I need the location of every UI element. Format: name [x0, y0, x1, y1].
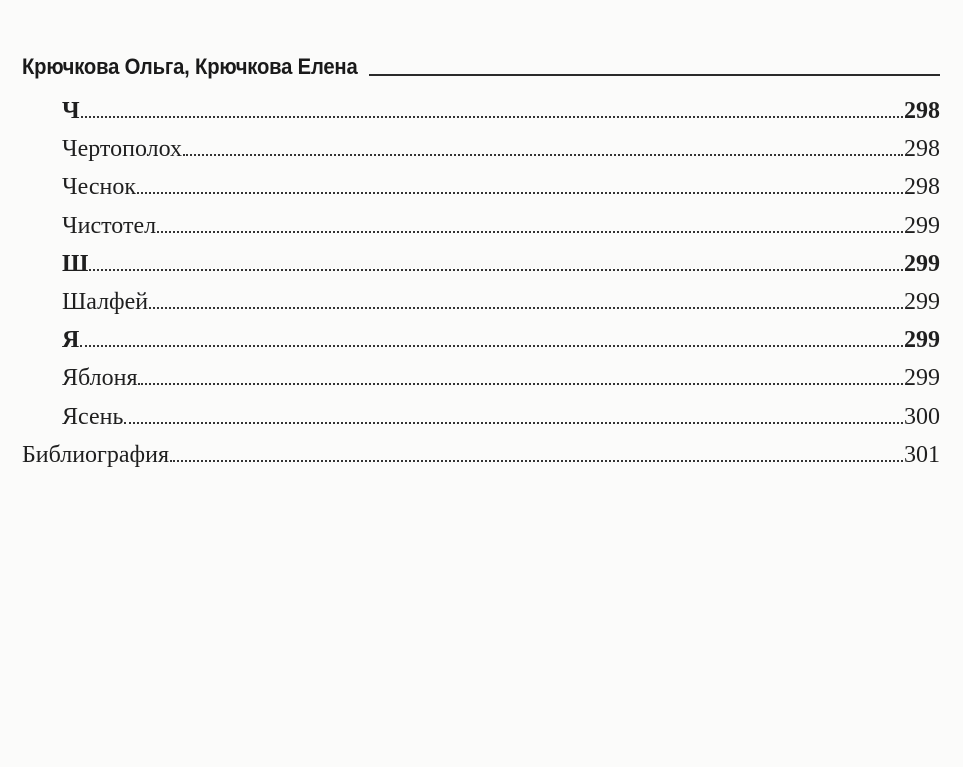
dot-leader — [137, 192, 903, 194]
toc-label: Шалфей — [62, 288, 149, 315]
toc-label: Чертополох — [62, 136, 183, 163]
toc-entry-bibliography — [22, 438, 940, 476]
toc-entry — [22, 361, 940, 399]
toc-page-number: 300 — [904, 403, 940, 430]
running-header — [22, 50, 940, 80]
toc-page-number: 298 — [904, 98, 940, 124]
toc-label: Чистотел — [62, 212, 157, 239]
toc-section-sh — [22, 247, 940, 285]
toc-page-number: 299 — [904, 365, 940, 392]
faded-lower-page — [0, 480, 963, 767]
dot-leader — [80, 345, 903, 347]
toc-label: Ясень — [62, 403, 124, 430]
dot-leader — [183, 154, 903, 156]
dot-leader — [81, 116, 903, 118]
toc-page-number: 299 — [904, 250, 940, 277]
toc-entry — [22, 132, 940, 170]
toc-label: Яблоня — [62, 365, 138, 392]
table-of-contents — [22, 94, 940, 476]
header-rule — [369, 74, 940, 76]
toc-page-number: 299 — [904, 212, 940, 239]
dot-leader — [157, 231, 903, 233]
toc-label: Библиография — [22, 441, 169, 468]
toc-section-ya — [22, 323, 940, 361]
toc-entry — [22, 400, 940, 438]
toc-page-number: 298 — [904, 174, 940, 201]
toc-section-ch — [22, 94, 940, 132]
dot-leader — [89, 269, 903, 271]
toc-label: Ч — [62, 98, 80, 124]
header-authors: Крючкова Ольга, Крючкова Елена — [22, 54, 358, 79]
toc-entry — [22, 170, 940, 208]
dot-leader — [149, 307, 903, 309]
dot-leader — [138, 383, 903, 385]
dot-leader — [170, 460, 903, 462]
toc-entry — [22, 209, 940, 247]
toc-entry — [22, 285, 940, 323]
toc-label: Ш — [62, 250, 89, 277]
toc-label: Чеснок — [62, 174, 137, 201]
toc-page-number: 299 — [904, 327, 940, 354]
toc-page-number: 299 — [904, 288, 940, 315]
toc-label: Я — [62, 327, 80, 354]
dot-leader — [124, 422, 903, 424]
toc-page-number: 301 — [904, 441, 940, 468]
toc-page-number: 298 — [904, 136, 940, 163]
